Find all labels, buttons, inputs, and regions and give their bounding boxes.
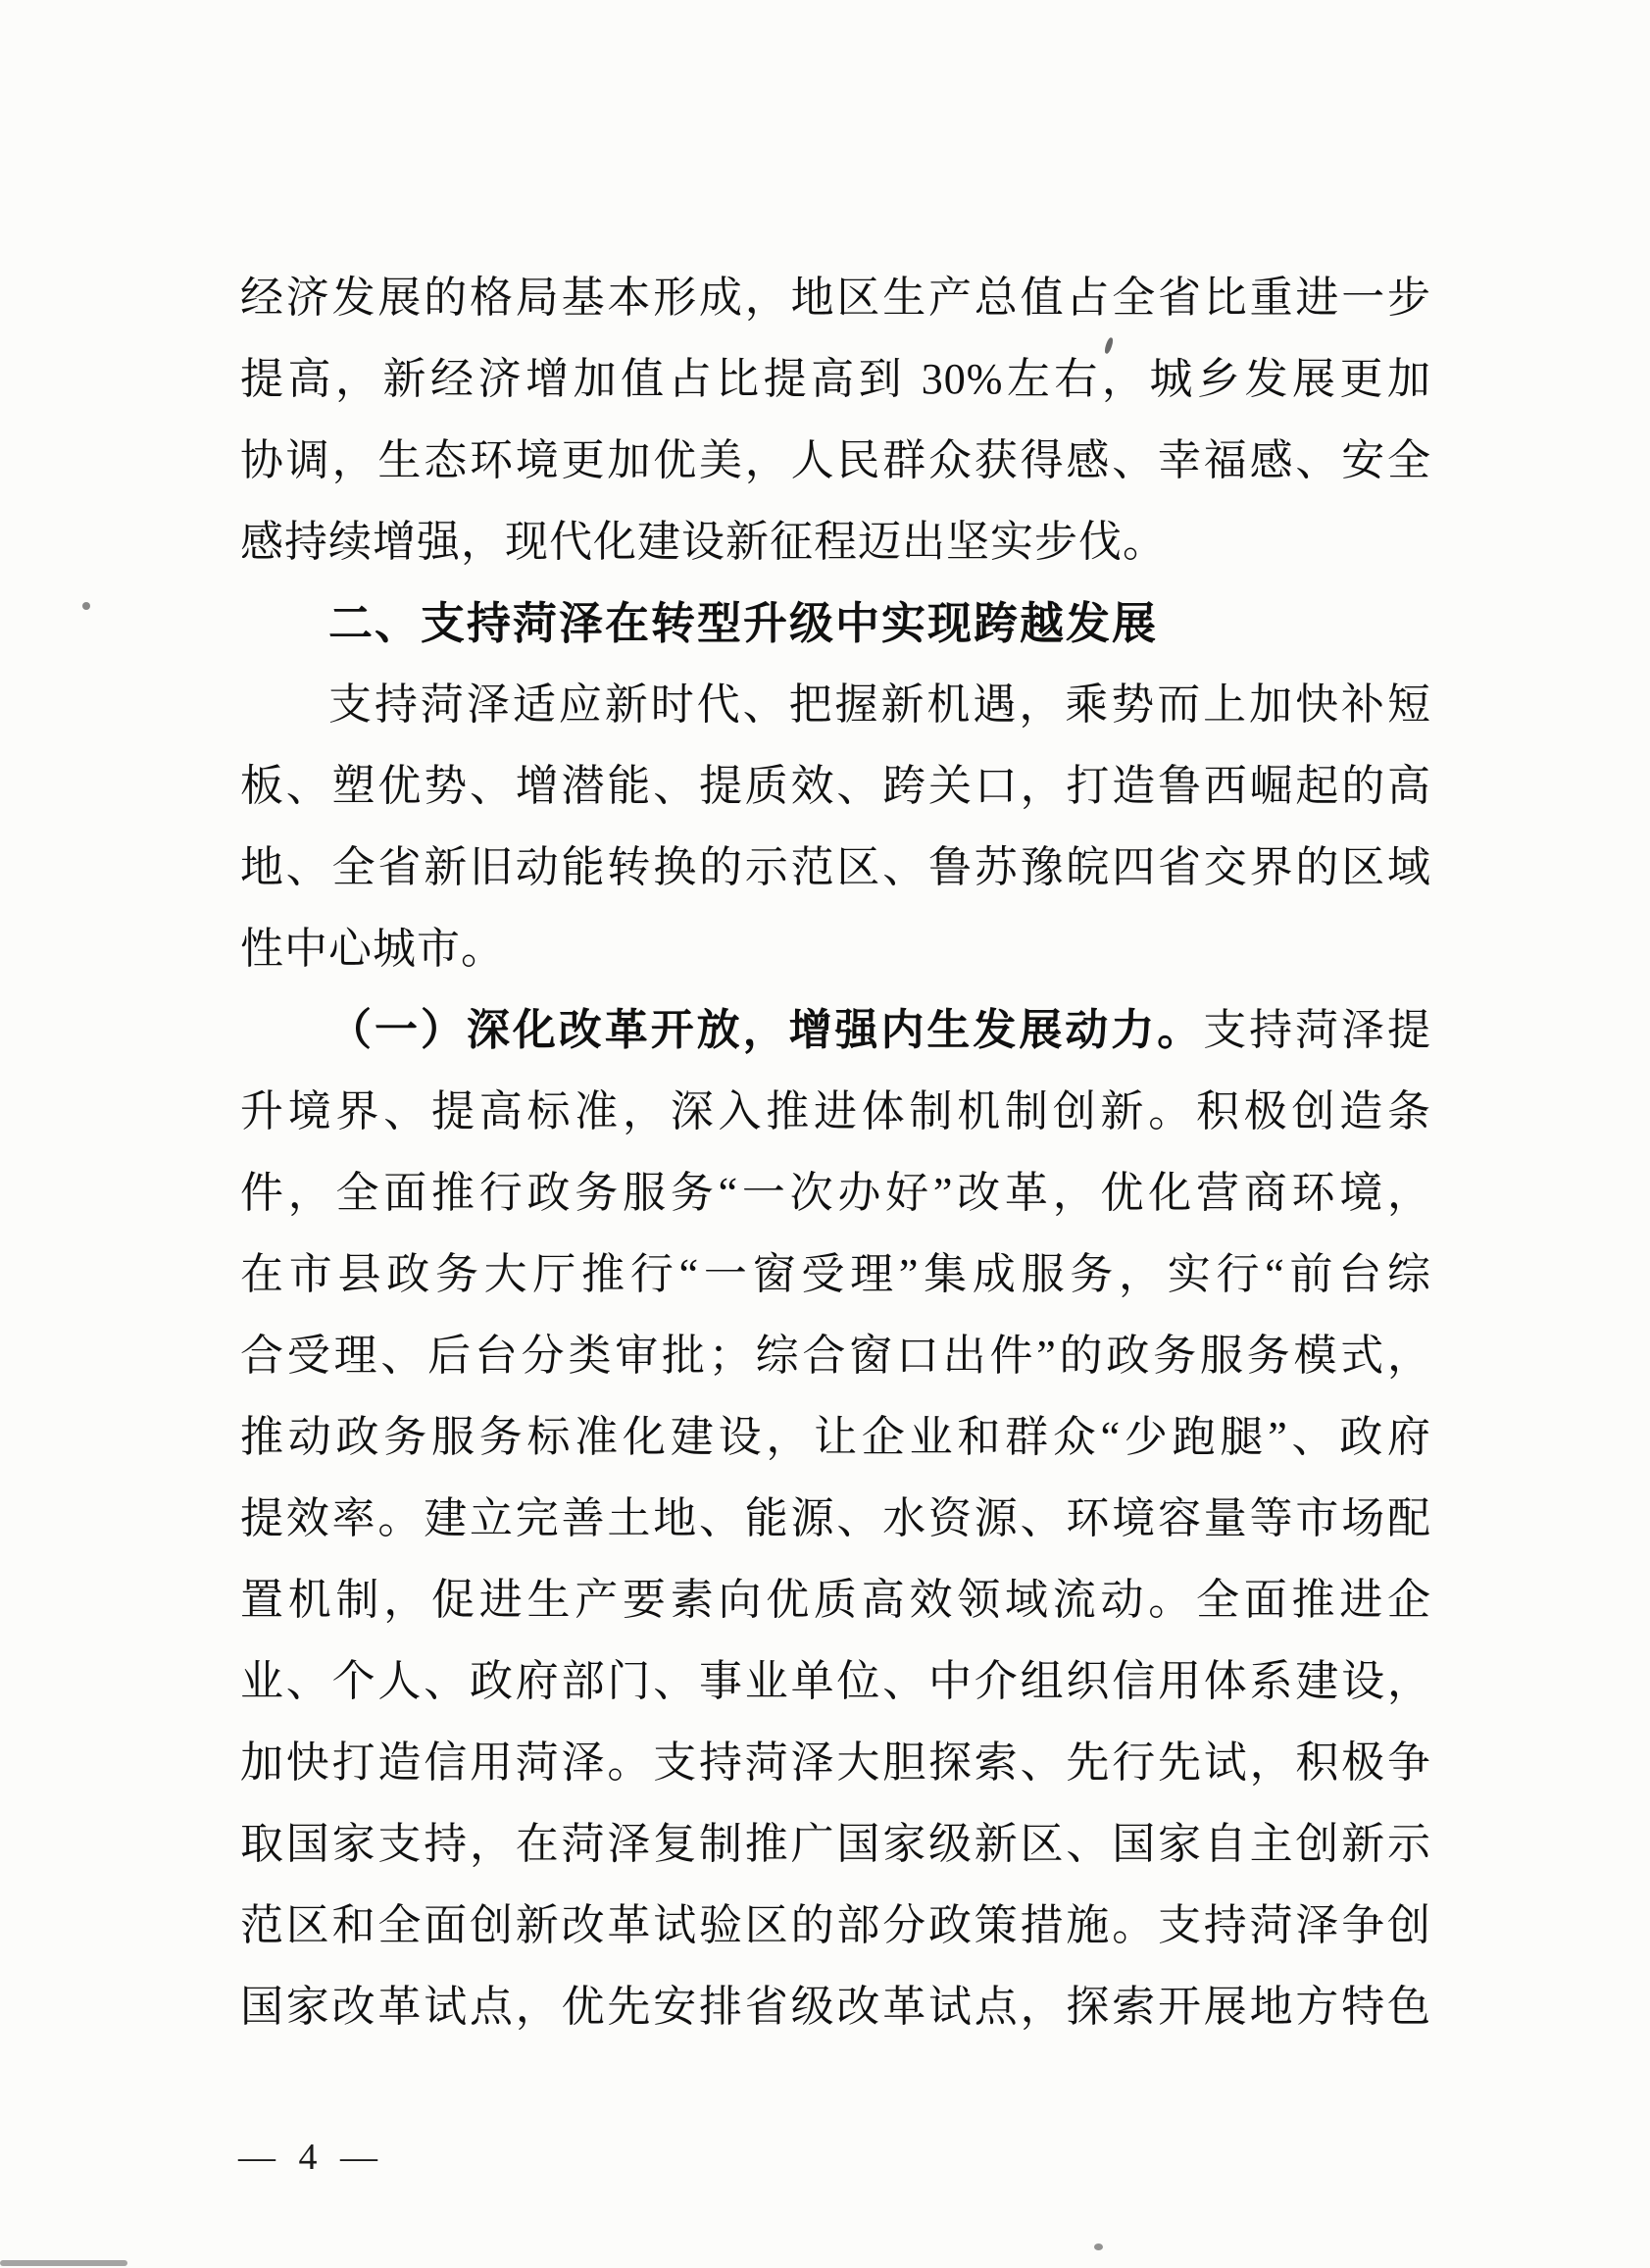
text-segment: 性中心城市。: [240, 925, 505, 973]
text-line: [240, 1396, 1431, 1478]
text-line: [240, 1315, 1431, 1396]
text-segment: 提效率。建立完善土地、能源、水资源、环境容量等市场配: [240, 1494, 1431, 1542]
text-line: [240, 1559, 1431, 1640]
text-segment: 地、全省新旧动能转换的示范区、鲁苏豫皖四省交界的区域: [240, 843, 1431, 891]
text-segment: 取国家支持，在菏泽复制推广国家级新区、国家自主创新示: [240, 1820, 1431, 1868]
text-line: [240, 420, 1431, 501]
document-text: [240, 257, 1431, 2047]
text-segment: 支持菏泽适应新时代、把握新机遇，乘势而上加快补短: [328, 680, 1431, 729]
scan-artifact: [0, 2260, 127, 2266]
text-line: [240, 908, 1431, 989]
text-line: [240, 745, 1431, 827]
text-segment: 感持续增强，现代化建设新征程迈出坚实步伐。: [240, 518, 1167, 566]
scan-artifact: [1094, 2243, 1103, 2250]
text-line: [240, 827, 1431, 908]
text-segment: 协调，生态环境更加优美，人民群众获得感、幸福感、安全: [240, 436, 1431, 484]
text-segment: 板、塑优势、增潜能、提质效、跨关口，打造鲁西崛起的高: [240, 762, 1431, 810]
bold-text-segment: 二、支持菏泽在转型升级中实现跨越发展: [328, 598, 1159, 648]
text-segment: 合受理、后台分类审批；综合窗口出件”的政务服务模式，: [240, 1332, 1431, 1380]
text-segment: 升境界、提高标准，深入推进体制机制创新。积极创造条: [240, 1087, 1431, 1135]
text-segment: 加快打造信用菏泽。支持菏泽大胆探索、先行先试，积极争: [240, 1739, 1431, 1787]
text-line: [240, 989, 1431, 1071]
text-line: [240, 257, 1431, 338]
text-line: [240, 1885, 1431, 1966]
page-number: — 4 —: [238, 2137, 384, 2178]
text-line: [240, 338, 1431, 420]
text-segment: 在市县政务大厅推行“一窗受理”集成服务，实行“前台综: [240, 1250, 1431, 1298]
text-line: [240, 1478, 1431, 1559]
text-segment: 经济发展的格局基本形成，地区生产总值占全省比重进一步: [240, 274, 1431, 322]
text-segment: 范区和全面创新改革试验区的部分政策措施。支持菏泽争创: [240, 1901, 1431, 1949]
text-segment: 国家改革试点，优先安排省级改革试点，探索开展地方特色: [240, 1983, 1431, 2031]
text-line: [240, 1722, 1431, 1803]
section-heading: [240, 582, 1431, 664]
text-segment: 业、个人、政府部门、事业单位、中介组织信用体系建设，: [240, 1657, 1431, 1705]
text-line: [240, 664, 1431, 745]
text-line: [240, 1803, 1431, 1885]
scan-artifact: [82, 602, 90, 610]
text-segment: 推动政务服务标准化建设，让企业和群众“少跑腿”、政府: [240, 1413, 1431, 1461]
text-line: [240, 501, 1431, 582]
text-line: [240, 1966, 1431, 2047]
text-segment: 置机制，促进生产要素向优质高效领域流动。全面推进企: [240, 1576, 1431, 1624]
text-line: [240, 1071, 1431, 1152]
bold-text-segment: （一）深化改革开放，增强内生发展动力。: [328, 1006, 1204, 1054]
text-line: [240, 1152, 1431, 1234]
text-line: [240, 1640, 1431, 1722]
text-segment: 提高，新经济增加值占比提高到 30%左右，城乡发展更加: [240, 355, 1431, 403]
text-segment: 支持菏泽提: [1203, 1006, 1432, 1054]
text-line: [240, 1234, 1431, 1315]
text-segment: 件，全面推行政务服务“一次办好”改革，优化营商环境，: [240, 1169, 1431, 1217]
